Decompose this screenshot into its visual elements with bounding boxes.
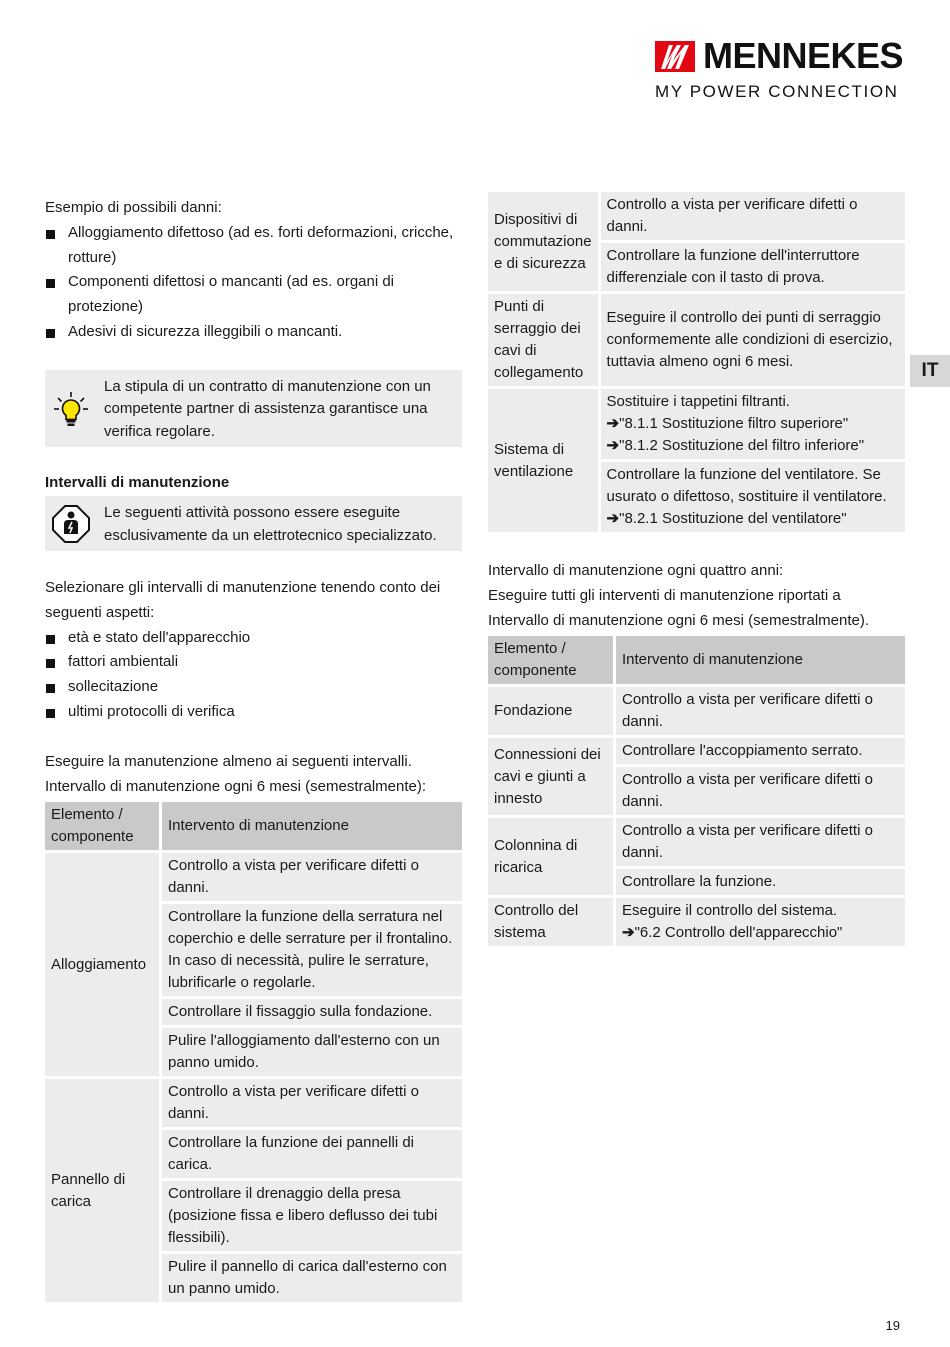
table-header-component: Elemento / componente bbox=[488, 636, 613, 684]
table-row bbox=[488, 389, 905, 459]
table-cell-task: Controllare la funzione della serratura nel coperchio e delle serrature per il frontalino. In caso di necessità, pulire le serrature, lubrificarle o regolarle. bbox=[162, 904, 462, 996]
table-cell-component: Pannello di carica bbox=[45, 1079, 159, 1302]
perform-line: Eseguire la manutenzione almeno ai seguenti intervalli. bbox=[45, 752, 412, 770]
maintenance-table-6-months-continued bbox=[485, 189, 908, 535]
table-cell-task: Controllare la funzione dell'interruttore differenziale con il tasto di prova. bbox=[601, 243, 905, 291]
table-cell-component: Punti di serraggio dei cavi di collegamento bbox=[488, 294, 598, 386]
tip-note bbox=[45, 370, 462, 448]
table-cell-component: Controllo del sistema bbox=[488, 898, 613, 946]
table-cell-task: Controllare il drenaggio della presa (posizione fissa e libero deflusso dei tubi flessibili). bbox=[162, 1181, 462, 1251]
table-row bbox=[45, 853, 462, 901]
table-header-row bbox=[45, 802, 462, 850]
table-cell-task: Controllare la funzione. bbox=[616, 869, 905, 895]
table-row bbox=[488, 294, 905, 386]
table-cell-task: Controllo a vista per verificare difetti o danni. bbox=[162, 853, 462, 901]
list-item: Alloggiamento difettoso (ad es. forti deformazioni, cricche, rotture) bbox=[45, 221, 462, 271]
electrician-warning-icon bbox=[51, 504, 91, 544]
table-cell-component: Sistema di ventilazione bbox=[488, 389, 598, 532]
cross-reference-link[interactable]: "8.1.2 Sostituzione del filtro inferiore" bbox=[619, 437, 865, 454]
table-cell-task: Controllare il fissaggio sulla fondazione. bbox=[162, 999, 462, 1025]
table-cell-component: Alloggiamento bbox=[45, 853, 159, 1076]
language-tab: IT bbox=[910, 355, 950, 387]
maintenance-table-6-months bbox=[42, 799, 465, 1305]
table-cell-task: Pulire il pannello di carica dall'esterno con un panno umido. bbox=[162, 1254, 462, 1302]
logo-wordmark: MENNEKES bbox=[703, 35, 904, 76]
table-cell-task bbox=[616, 898, 905, 946]
table-header-task: Intervento di manutenzione bbox=[162, 802, 462, 850]
right-column bbox=[488, 189, 905, 949]
section-heading: Intervalli di manutenzione bbox=[45, 474, 230, 492]
table-cell-task: Controllo a vista per verificare difetti o danni. bbox=[616, 687, 905, 735]
arrow-right-icon: ➔ bbox=[606, 437, 620, 454]
table-header-row bbox=[488, 636, 905, 684]
cross-reference-link[interactable]: "6.2 Controllo dell'apparecchio" bbox=[634, 924, 843, 942]
list-item: età e stato dell'apparecchio bbox=[45, 626, 462, 651]
left-column bbox=[45, 196, 462, 1305]
electrician-note-text: Le seguenti attività possono essere eseguite esclusivamente da un elettrotecnico specializzato. bbox=[104, 504, 437, 544]
aspects-list bbox=[45, 626, 462, 725]
table-cell-component: Colonnina di ricarica bbox=[488, 818, 613, 895]
brand-logo bbox=[655, 35, 905, 102]
damage-list bbox=[45, 221, 462, 345]
table-cell-task: Controllo a vista per verificare difetti o danni. bbox=[616, 767, 905, 815]
cross-reference bbox=[607, 413, 899, 435]
arrow-right-icon: ➔ bbox=[606, 510, 620, 527]
four-year-text: Eseguire tutti gli interventi di manutenzione riportati a Intervallo di manutenzione ogni 6 mesi (semestralmente). bbox=[488, 586, 870, 629]
task-line: Sostituire i tappetini filtranti. bbox=[606, 393, 790, 410]
table-cell-task: Controllare l'accoppiamento serrato. bbox=[616, 738, 905, 764]
table-cell-task: Controllo a vista per verificare difetti o danni. bbox=[616, 818, 905, 866]
table-cell-task: Controllare la funzione dei pannelli di carica. bbox=[162, 1130, 462, 1178]
list-item: sollecitazione bbox=[45, 675, 462, 700]
task-line: Eseguire il controllo del sistema. bbox=[622, 902, 838, 920]
table-row bbox=[488, 898, 905, 946]
table-cell-component: Connessioni dei cavi e giunti a innesto bbox=[488, 738, 613, 815]
list-item: ultimi protocolli di verifica bbox=[45, 700, 462, 725]
cross-reference-link[interactable]: "8.1.1 Sostituzione filtro superiore" bbox=[619, 415, 849, 432]
six-month-title: Intervallo di manutenzione ogni 6 mesi (semestralmente): bbox=[45, 777, 427, 795]
arrow-right-icon: ➔ bbox=[606, 415, 620, 432]
table-row bbox=[488, 687, 905, 735]
four-year-title: Intervallo di manutenzione ogni quattro anni: bbox=[488, 562, 784, 579]
cross-reference-link[interactable]: "8.2.1 Sostituzione del ventilatore" bbox=[619, 510, 847, 527]
cross-reference bbox=[607, 508, 899, 530]
cross-reference bbox=[607, 435, 899, 457]
table-header-component: Elemento / componente bbox=[45, 802, 159, 850]
logo-tagline: MY POWER CONNECTION bbox=[655, 82, 899, 101]
table-cell-task: Eseguire il controllo dei punti di serraggio conformemente alle condizioni di esercizio, tuttavia almeno ogni 6 mesi. bbox=[601, 294, 905, 386]
table-cell-component: Fondazione bbox=[488, 687, 613, 735]
list-item: fattori ambientali bbox=[45, 650, 462, 675]
cross-reference bbox=[622, 922, 899, 944]
list-item: Componenti difettosi o mancanti (ad es. organi di protezione) bbox=[45, 270, 462, 320]
arrow-right-icon: ➔ bbox=[622, 924, 635, 942]
lightbulb-icon bbox=[51, 389, 91, 429]
table-header-task: Intervento di manutenzione bbox=[616, 636, 905, 684]
electrician-note bbox=[45, 496, 462, 551]
table-cell-task: Pulire l'alloggiamento dall'esterno con un panno umido. bbox=[162, 1028, 462, 1076]
select-intro: Selezionare gli intervalli di manutenzione tenendo conto dei seguenti aspetti: bbox=[45, 579, 441, 621]
mennekes-logo-icon bbox=[655, 41, 695, 72]
table-row bbox=[45, 1079, 462, 1127]
table-cell-task bbox=[601, 389, 905, 459]
table-cell-task bbox=[601, 462, 905, 532]
damage-intro: Esempio di possibili danni: bbox=[45, 199, 222, 216]
table-cell-task: Controllo a vista per verificare difetti o danni. bbox=[162, 1079, 462, 1127]
tip-note-text: La stipula di un contratto di manutenzione con un competente partner di assistenza garantisce una verifica regolare. bbox=[104, 377, 431, 440]
table-row bbox=[488, 818, 905, 866]
table-cell-component: Dispositivi di commutazione e di sicurezza bbox=[488, 192, 598, 291]
task-line: Controllare la funzione del ventilatore. Se usurato o difettoso, sostituire il ventilatore. bbox=[606, 466, 887, 505]
table-row bbox=[488, 738, 905, 764]
table-cell-task: Controllo a vista per verificare difetti o danni. bbox=[601, 192, 905, 240]
page-number: 19 bbox=[885, 1318, 900, 1333]
maintenance-table-4-years bbox=[485, 633, 908, 949]
list-item: Adesivi di sicurezza illeggibili o mancanti. bbox=[45, 320, 462, 345]
table-row bbox=[488, 192, 905, 240]
